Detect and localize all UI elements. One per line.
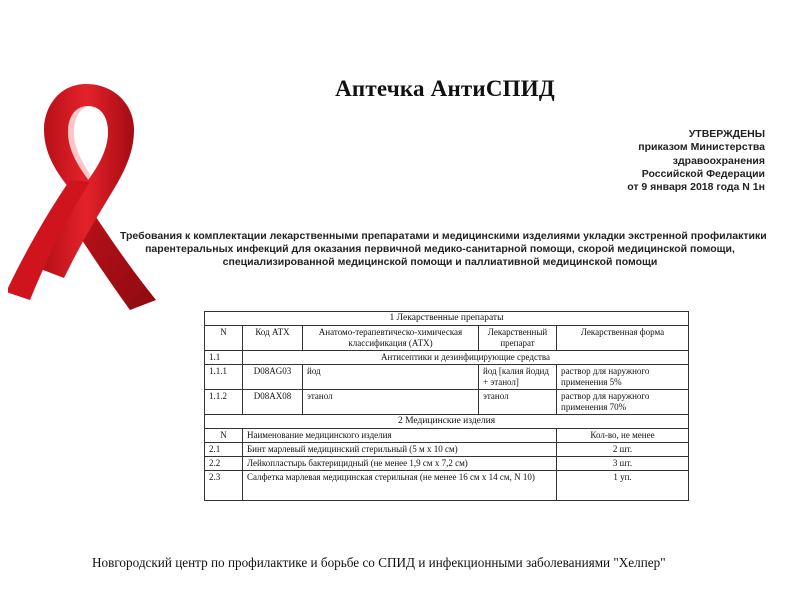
header-qty: Кол-во, не менее bbox=[557, 429, 689, 443]
section2-title: 2 Медицинские изделия bbox=[205, 415, 689, 429]
row-drug: йод [калия йодид + этанол] bbox=[479, 365, 557, 390]
row-qty: 3 шт. bbox=[557, 457, 689, 471]
approval-line: Российской Федерации bbox=[641, 167, 765, 180]
section1-title: 1 Лекарственные препараты bbox=[205, 312, 689, 326]
header-device-name: Наименование медицинского изделия bbox=[243, 429, 557, 443]
approval-block bbox=[525, 128, 765, 194]
header-n: N bbox=[205, 326, 243, 351]
row-n: 2.1 bbox=[205, 443, 243, 457]
approval-line: от 9 января 2018 года N 1н bbox=[627, 181, 765, 194]
section2-header-row bbox=[205, 429, 689, 443]
table-row bbox=[205, 457, 689, 471]
table-row bbox=[205, 365, 689, 390]
page-title: Аптечка АнтиСПИД bbox=[335, 76, 555, 101]
row-n: 2.3 bbox=[205, 471, 243, 501]
table-row bbox=[205, 390, 689, 415]
requirements-line: парентеральных инфекций для оказания первичной медико-санитарной помощи, скорой медицинской помощи, bbox=[145, 243, 735, 256]
footer-caption: Новгородский центр по профилактике и борьбе со СПИД и инфекционными заболеваниями "Хелпер" bbox=[92, 555, 666, 570]
approval-line: приказом Министерства bbox=[638, 141, 765, 154]
row-drug: этанол bbox=[479, 390, 557, 415]
row-code: D08AG03 bbox=[243, 365, 303, 390]
table-row bbox=[205, 443, 689, 457]
requirements-line: Требования к комплектации лекарственными препаратами и медицинскими изделиями укладки экстренной профилактики bbox=[120, 230, 767, 242]
header-form: Лекарственная форма bbox=[557, 326, 689, 351]
header-n: N bbox=[205, 429, 243, 443]
section1-title-row bbox=[205, 312, 689, 326]
section1-header-row bbox=[205, 326, 689, 351]
group-name: Антисептики и дезинфицирующие средства bbox=[243, 351, 689, 365]
row-qty: 2 шт. bbox=[557, 443, 689, 457]
approval-line: здравоохранения bbox=[672, 154, 765, 167]
row-device-name: Салфетка марлевая медицинская стерильная (не менее 16 см х 14 см, N 10) bbox=[243, 471, 557, 501]
header-atc-class: Анатомо-терапевтическо-химическая классификация (АТХ) bbox=[303, 326, 479, 351]
row-device-name: Бинт марлевый медицинский стерильный (5 м х 10 см) bbox=[243, 443, 557, 457]
group-row bbox=[205, 351, 689, 365]
row-qty: 1 уп. bbox=[557, 471, 689, 501]
header-drug: Лекарственный препарат bbox=[479, 326, 557, 351]
row-n: 1.1.1 bbox=[205, 365, 243, 390]
row-form: раствор для наружного применения 70% bbox=[557, 390, 689, 415]
row-n: 2.2 bbox=[205, 457, 243, 471]
row-device-name: Лейкопластырь бактерицидный (не менее 1,9 см х 7,2 см) bbox=[243, 457, 557, 471]
approval-line: УТВЕРЖДЕНЫ bbox=[688, 128, 765, 140]
header-atc-code: Код АТХ bbox=[243, 326, 303, 351]
row-form: раствор для наружного применения 5% bbox=[557, 365, 689, 390]
section2-title-row bbox=[205, 415, 689, 429]
row-class: этанол bbox=[303, 390, 479, 415]
row-class: йод bbox=[303, 365, 479, 390]
kit-table bbox=[204, 311, 689, 501]
requirements-heading bbox=[120, 230, 767, 270]
row-code: D08AX08 bbox=[243, 390, 303, 415]
red-ribbon-icon bbox=[8, 78, 168, 310]
row-n: 1.1.2 bbox=[205, 390, 243, 415]
group-n: 1.1 bbox=[205, 351, 243, 365]
requirements-line: специализированной медицинской помощи и паллиативной медицинской помощи bbox=[222, 256, 658, 269]
table-row bbox=[205, 471, 689, 501]
